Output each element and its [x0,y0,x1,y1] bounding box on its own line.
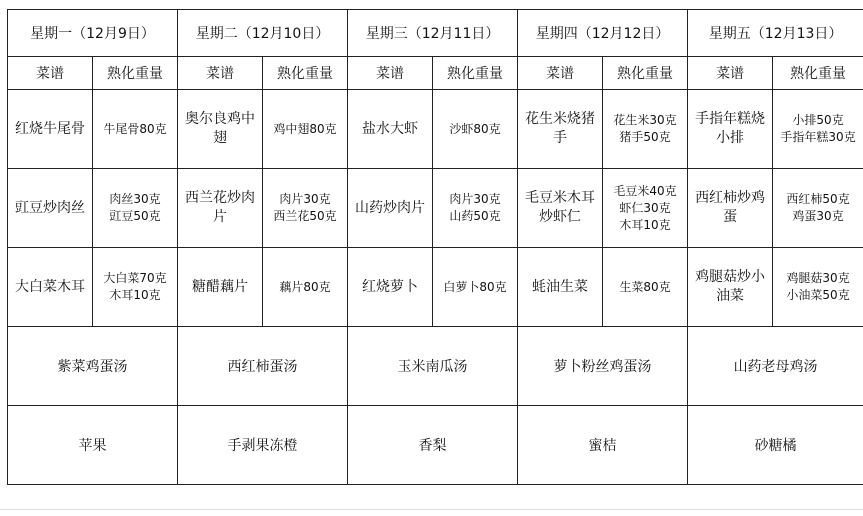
dish-name: 蚝油生菜 [518,248,603,327]
dish-weight [263,169,348,248]
weight-column-header: 熟化重量 [603,57,688,90]
weight-line: 西红柿50克 [786,192,850,206]
fruit-cell: 苹果 [8,406,178,485]
soup-cell: 紫菜鸡蛋汤 [8,327,178,406]
fruit-cell: 蜜桔 [518,406,688,485]
dish-name: 鸡腿菇炒小油菜 [688,248,773,327]
dish-weight [603,90,688,169]
weight-line: 花生米30克 [613,113,677,127]
weight-line: 豇豆50克 [109,209,161,223]
weight-line: 白萝卜80克 [443,279,507,294]
day-header: 星期一（12月9日） [8,10,178,57]
dish-row [8,90,863,169]
weight-line: 小油菜50克 [786,288,850,302]
weight-column-header: 熟化重量 [263,57,348,90]
dish-name: 豇豆炒肉丝 [8,169,93,248]
dish-weight [93,248,178,327]
dish-weight [773,169,863,248]
weight-line: 藕片80克 [279,279,331,294]
weight-line: 木耳10克 [619,217,671,232]
day-header: 星期二（12月10日） [178,10,348,57]
dish-name: 红烧牛尾骨 [8,90,93,169]
dish-weight [263,90,348,169]
dish-weight [93,169,178,248]
dish-row [8,248,863,327]
dish-column-header: 菜谱 [348,57,433,90]
dish-name: 西红柿炒鸡蛋 [688,169,773,248]
day-header-row [8,10,863,57]
soup-row [8,327,863,406]
dish-name: 大白菜木耳 [8,248,93,327]
dish-weight [773,248,863,327]
fruit-cell: 香梨 [348,406,518,485]
weight-line: 小排50克 [792,113,844,127]
weight-line: 木耳10克 [109,288,161,302]
day-header: 星期四（12月12日） [518,10,688,57]
weight-line: 肉片30克 [279,192,331,206]
dish-name: 糖醋藕片 [178,248,263,327]
weight-line: 肉丝30克 [109,192,161,206]
dish-weight [433,90,518,169]
dish-name: 奥尔良鸡中翅 [178,90,263,169]
dish-name: 花生米烧猪手 [518,90,603,169]
weight-column-header: 熟化重量 [93,57,178,90]
dish-column-header: 菜谱 [688,57,773,90]
weight-line: 西兰花50克 [273,209,337,223]
soup-cell: 玉米南瓜汤 [348,327,518,406]
weight-line: 毛豆米40克 [613,183,677,198]
weight-line: 鸡蛋30克 [792,209,844,223]
weight-line: 肉片30克 [449,192,501,206]
dish-name: 西兰花炒肉片 [178,169,263,248]
dish-weight [93,90,178,169]
soup-cell: 萝卜粉丝鸡蛋汤 [518,327,688,406]
dish-weight [603,169,688,248]
weight-line: 大白菜70克 [103,271,167,285]
weekly-menu-table [7,9,863,485]
dish-weight [263,248,348,327]
weight-line: 鸡腿菇30克 [786,271,850,285]
dish-name: 毛豆米木耳炒虾仁 [518,169,603,248]
dish-row [8,169,863,248]
dish-name: 山药炒肉片 [348,169,433,248]
weight-line: 鸡中翅80克 [273,121,337,136]
dish-weight [433,248,518,327]
dish-weight [433,169,518,248]
dish-column-header: 菜谱 [518,57,603,90]
soup-cell: 山药老母鸡汤 [688,327,863,406]
weight-line: 手指年糕30克 [780,130,856,144]
dish-weight [773,90,863,169]
day-header: 星期三（12月11日） [348,10,518,57]
weight-line: 虾仁30克 [619,200,671,215]
weight-column-header: 熟化重量 [433,57,518,90]
dish-name: 手指年糕烧小排 [688,90,773,169]
dish-name: 红烧萝卜 [348,248,433,327]
day-header: 星期五（12月13日） [688,10,863,57]
weight-line: 沙虾80克 [449,121,501,136]
dish-weight [603,248,688,327]
soup-cell: 西红柿蛋汤 [178,327,348,406]
weight-column-header: 熟化重量 [773,57,863,90]
dish-column-header: 菜谱 [178,57,263,90]
column-header-row [8,57,863,90]
weight-line: 牛尾骨80克 [103,121,167,136]
weight-line: 生菜80克 [619,279,671,294]
fruit-cell: 砂糖橘 [688,406,863,485]
sheet-gridline [0,509,863,510]
fruit-row [8,406,863,485]
dish-name: 盐水大虾 [348,90,433,169]
fruit-cell: 手剥果冻橙 [178,406,348,485]
weight-line: 山药50克 [449,209,501,223]
weight-line: 猪手50克 [619,130,671,144]
dish-column-header: 菜谱 [8,57,93,90]
